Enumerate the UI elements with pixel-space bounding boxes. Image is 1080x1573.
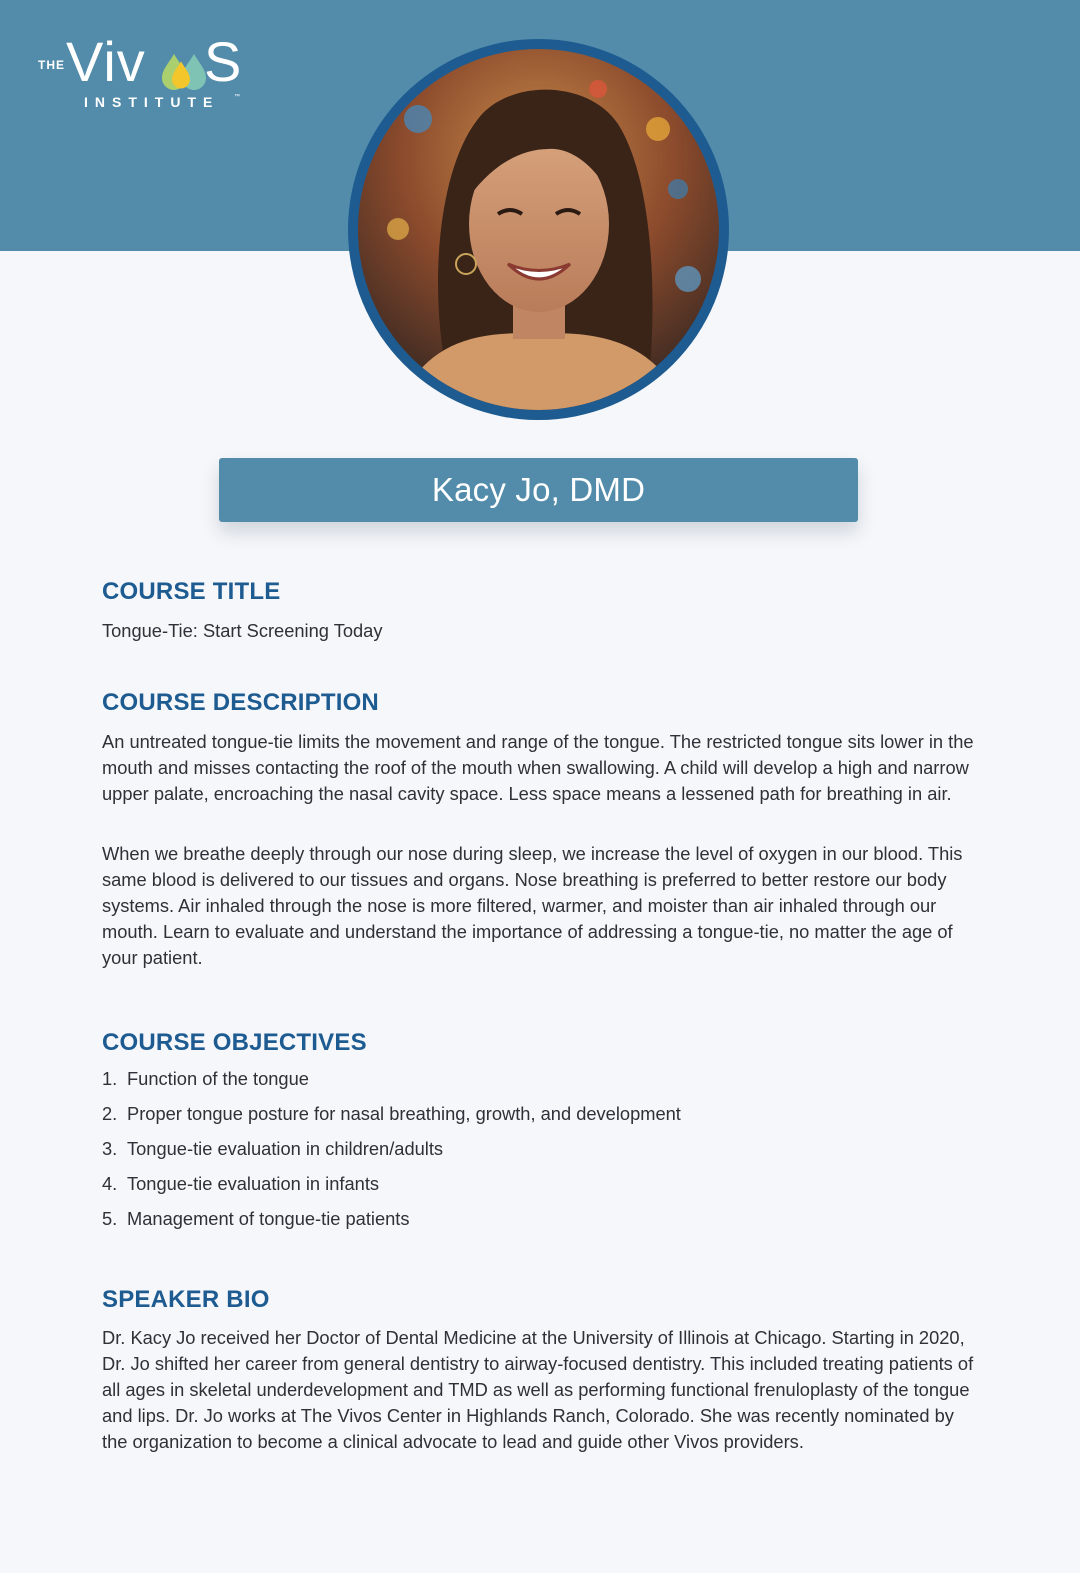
- list-item-text: Management of tongue-tie patients: [127, 1208, 410, 1229]
- list-item-number: 1.: [102, 1068, 118, 1089]
- course-objectives-heading: COURSE OBJECTIVES: [102, 1029, 367, 1056]
- list-item-number: 4.: [102, 1173, 118, 1194]
- list-item: [102, 1206, 962, 1241]
- logo-trademark: ™: [234, 94, 240, 100]
- portrait-photo: [358, 49, 719, 410]
- list-item: [102, 1101, 962, 1136]
- speaker-portrait: [348, 39, 729, 420]
- list-item-text: Tongue-tie evaluation in children/adults: [127, 1138, 444, 1159]
- course-title-heading: COURSE TITLE: [102, 578, 281, 605]
- speaker-bio-text: Dr. Kacy Jo received her Doctor of Dental Medicine at the University of Illinois at Chicago. Starting in 2020, Dr. Jo shifted her career from general dentistry to airway-focused dentistry. This included treating patients of all ages in skeletal underdevelopment and TMD as well as performing functional frenuloplasty of the tongue and lips. Dr. Jo works at The Vivos Center in Highlands Ranch, Colorado. She was recently nominated by the organization to become a clinical advocate to lead and guide other Vivos providers.: [102, 1327, 974, 1452]
- list-item-text: Proper tongue posture for nasal breathing, growth, and development: [127, 1103, 681, 1124]
- speaker-bio-heading: SPEAKER BIO: [102, 1286, 270, 1313]
- list-item: [102, 1171, 962, 1206]
- list-item-text: Tongue-tie evaluation in infants: [127, 1173, 380, 1194]
- speaker-name-banner: [219, 458, 858, 522]
- list-item: [102, 1136, 962, 1171]
- list-item-number: 2.: [102, 1103, 118, 1124]
- course-title-text: Tongue-Tie: Start Screening Today: [102, 620, 383, 641]
- logo-the: THE: [38, 58, 65, 72]
- logo-s: S: [204, 30, 242, 93]
- logo-vivos: Viv: [66, 30, 146, 93]
- list-item-text: Function of the tongue: [127, 1068, 309, 1089]
- logo-drops-icon: [162, 50, 208, 94]
- list-item-number: 3.: [102, 1138, 118, 1159]
- vivos-institute-logo[interactable]: [38, 30, 248, 118]
- logo-institute: INSTITUTE: [84, 94, 220, 110]
- course-description-heading: COURSE DESCRIPTION: [102, 689, 379, 716]
- speaker-name: Kacy Jo, DMD: [431, 471, 646, 508]
- course-description-paragraph: An untreated tongue-tie limits the movement and range of the tongue. The restricted tongue sits lower in the mouth and misses contacting the roof of the mouth when swallowing. A child will develop a high and narrow upper palate, encroaching the nasal cavity space. Less space means a lessened path for breathing in air.: [102, 731, 974, 804]
- course-description-paragraph: When we breathe deeply through our nose during sleep, we increase the level of oxygen in our blood. This same blood is delivered to our tissues and organs. Nose breathing is preferred to better restore our body systems. Air inhaled through the nose is more filtered, warmer, and moister than air inhaled through our mouth. Learn to evaluate and understand the importance of addressing a tongue-tie, no matter the age of your patient.: [102, 843, 963, 968]
- list-item: [102, 1066, 962, 1101]
- course-objectives-list: [102, 1066, 962, 1241]
- list-item-number: 5.: [102, 1208, 118, 1229]
